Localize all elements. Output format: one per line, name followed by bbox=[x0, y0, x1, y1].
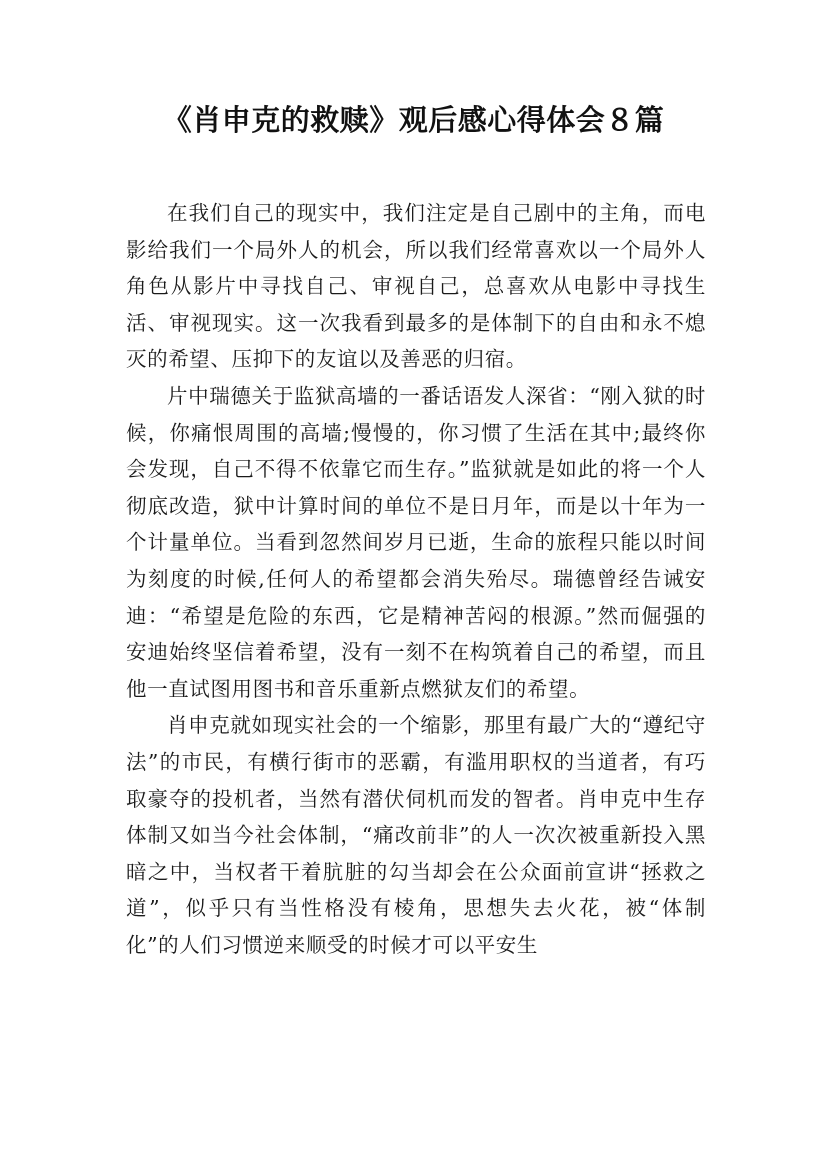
paragraph-2: 片中瑞德关于监狱高墙的一番话语发人深省：“刚入狱的时候，你痛恨周围的高墙;慢慢的，你习惯了生活在其中;最终你会发现，自己不得不依靠它而生存。”监狱就是如此的将一个人彻底改造，狱中计算时间的单位不是日月年，而是以十年为一个计量单位。当看到忽然间岁月已逝，生命的旅程只能以时间为刻度的时候,任何人的希望都会消失殆尽。瑞德曾经告诫安迪：“希望是危险的东西，它是精神苦闷的根源。”然而倔强的安迪始终坚信着希望，没有一刻不在构筑着自己的希望，而且他一直试图用图书和音乐重新点燃狱友们的希望。 bbox=[126, 383, 706, 701]
paragraph-1: 在我们自己的现实中，我们注定是自己剧中的主角，而电影给我们一个局外人的机会，所以我们经常喜欢以一个局外人角色从影片中寻找自己、审视自己，总喜欢从电影中寻找生活、审视现实。这一次我看到最多的是体制下的自由和永不熄灭的希望、压抑下的友谊以及善恶的归宿。 bbox=[126, 201, 706, 372]
document-body bbox=[126, 195, 706, 963]
document-title: 《肖申克的救赎》观后感心得体会８篇 bbox=[162, 103, 665, 137]
paragraph-3: 肖申克就如现实社会的一个缩影，那里有最广大的“遵纪守法”的市民，有横行街市的恶霸，有滥用职权的当道者，有巧取豪夺的投机者，当然有潜伏伺机而发的智者。肖申克中生存体制又如当今社会体制，“痛改前非”的人一次次被重新投入黑暗之中，当权者干着肮脏的勾当却会在公众面前宣讲“拯救之道”，似乎只有当性格没有棱角，思想失去火花，被“体制化”的人们习惯逆来顺受的时候才可以平安生 bbox=[126, 713, 706, 957]
